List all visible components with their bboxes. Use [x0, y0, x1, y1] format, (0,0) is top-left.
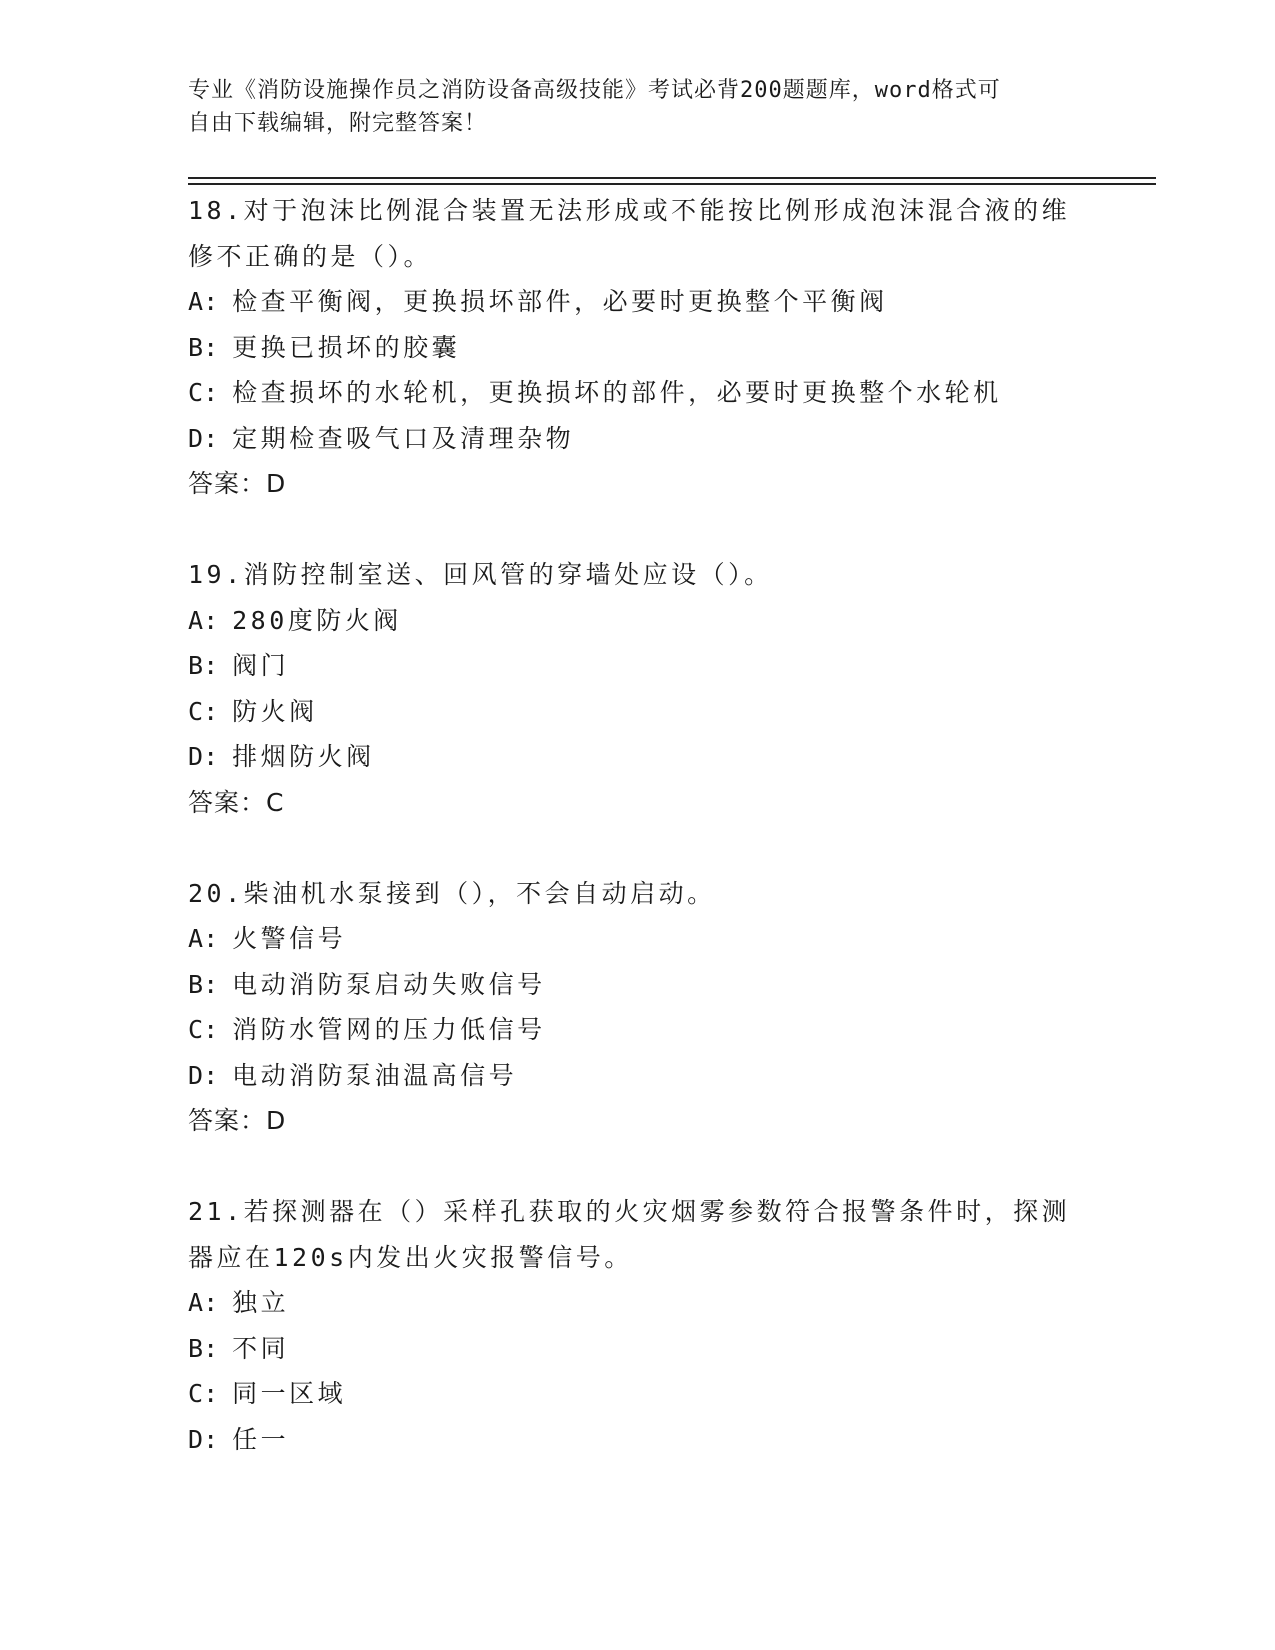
answer-line: 答案：D	[188, 469, 287, 498]
question-stem	[188, 1189, 1088, 1280]
option-d: D: 任一	[188, 1424, 290, 1454]
option-d: D: 排烟防火阀	[188, 742, 375, 771]
header-line-2: 自由下载编辑，附完整答案！	[188, 111, 488, 136]
option-text: 防火阀	[232, 696, 318, 726]
option-d: D: 电动消防泵油温高信号	[188, 1060, 518, 1090]
option-text: 更换已损坏的胶囊	[232, 332, 461, 362]
option-c: C: 消防水管网的压力低信号	[188, 1015, 546, 1044]
question-18	[188, 188, 1088, 507]
question-stem	[188, 188, 1088, 279]
option-text: 不同	[232, 1333, 290, 1363]
option-text: 阀门	[232, 651, 290, 680]
option-a: A: 火警信号	[188, 924, 347, 953]
question-21	[188, 1189, 1088, 1462]
header-divider-top	[188, 177, 1156, 179]
option-letter: D	[188, 1060, 204, 1090]
option-text: 同一区域	[232, 1379, 347, 1408]
option-b: B: 更换已损坏的胶囊	[188, 332, 461, 362]
option-letter: C	[188, 1379, 204, 1408]
option-c: C: 同一区域	[188, 1379, 347, 1408]
question-stem	[188, 871, 1088, 917]
question-list	[188, 188, 1088, 1462]
question-stem	[188, 552, 1088, 598]
option-letter: B	[188, 332, 204, 362]
option-letter: B	[188, 651, 204, 680]
option-letter: A	[188, 1288, 204, 1317]
option-a: A: 检查平衡阀，更换损坏部件，必要时更换整个平衡阀	[188, 287, 888, 316]
option-text: 检查损坏的水轮机，更换损坏的部件，必要时更换整个水轮机	[232, 378, 1002, 407]
option-a: A: 280度防火阀	[188, 605, 402, 635]
question-stem-line: 19.消防控制室送、回风管的穿墙处应设（）。	[188, 560, 773, 589]
header-divider-bottom	[188, 183, 1156, 185]
option-b: B: 不同	[188, 1333, 290, 1363]
document-header	[188, 74, 1068, 140]
option-letter: D	[188, 423, 204, 453]
option-letter: D	[188, 1424, 204, 1454]
option-letter: C	[188, 696, 204, 726]
option-b: B: 阀门	[188, 651, 290, 680]
option-text: 独立	[232, 1288, 290, 1317]
option-text: 消防水管网的压力低信号	[232, 1015, 546, 1044]
question-stem-line: 修不正确的是（）。	[188, 241, 433, 271]
option-a: A: 独立	[188, 1288, 290, 1317]
option-letter: C	[188, 378, 204, 407]
option-letter: D	[188, 742, 204, 771]
question-19	[188, 552, 1088, 825]
header-line-1: 专业《消防设施操作员之消防设备高级技能》考试必背200题题库，word格式可	[188, 78, 1001, 103]
option-text: 火警信号	[232, 924, 347, 953]
option-text: 任一	[232, 1424, 290, 1454]
option-text: 280度防火阀	[232, 605, 402, 635]
option-text: 电动消防泵启动失败信号	[232, 969, 546, 999]
option-letter: B	[188, 1333, 204, 1363]
option-text: 定期检查吸气口及清理杂物	[232, 423, 575, 453]
option-text: 排烟防火阀	[232, 742, 375, 771]
option-letter: A	[188, 924, 204, 953]
option-letter: B	[188, 969, 204, 999]
option-letter: A	[188, 605, 204, 635]
question-stem-line: 器应在120s内发出火灾报警信号。	[188, 1242, 633, 1272]
option-b: B: 电动消防泵启动失败信号	[188, 969, 546, 999]
option-letter: A	[188, 287, 204, 316]
question-20	[188, 871, 1088, 1144]
question-stem-line: 20.柴油机水泵接到（），不会自动启动。	[188, 878, 716, 908]
option-c: C: 防火阀	[188, 696, 318, 726]
answer-line: 答案：D	[188, 1106, 287, 1135]
option-d: D: 定期检查吸气口及清理杂物	[188, 423, 575, 453]
option-c: C: 检查损坏的水轮机，更换损坏的部件，必要时更换整个水轮机	[188, 378, 1002, 407]
option-text: 电动消防泵油温高信号	[232, 1060, 518, 1090]
answer-line: 答案：C	[188, 787, 285, 817]
question-stem-line: 21.若探测器在（）采样孔获取的火灾烟雾参数符合报警条件时，探测	[188, 1197, 1071, 1226]
option-letter: C	[188, 1015, 204, 1044]
question-stem-line: 18.对于泡沫比例混合装置无法形成或不能按比例形成泡沫混合液的维	[188, 196, 1071, 225]
option-text: 检查平衡阀，更换损坏部件，必要时更换整个平衡阀	[232, 287, 888, 316]
